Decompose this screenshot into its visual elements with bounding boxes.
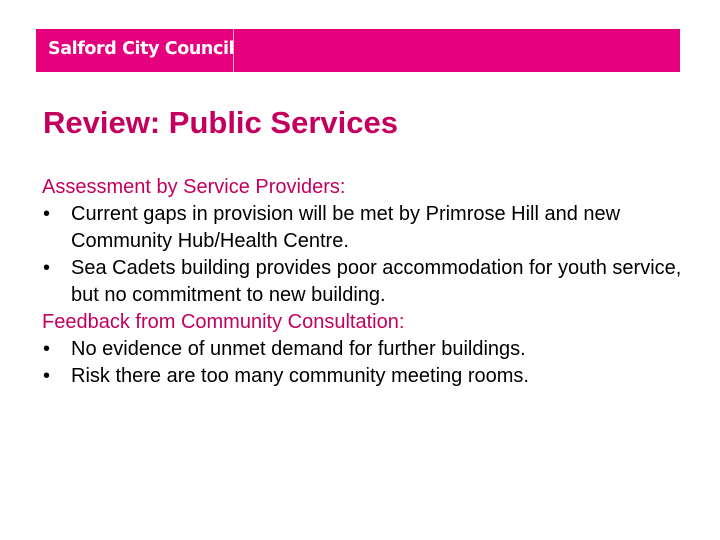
section-heading: Feedback from Community Consultation: — [42, 311, 405, 333]
list-item — [42, 201, 682, 255]
list-item — [42, 363, 682, 390]
section-service-providers — [42, 174, 682, 309]
section-heading: Assessment by Service Providers: — [42, 176, 346, 198]
bullet-list — [42, 336, 682, 390]
bullet-icon: • — [43, 338, 51, 360]
list-item — [42, 255, 682, 309]
bullet-icon: • — [43, 365, 51, 387]
section-community-consultation — [42, 309, 682, 390]
slide-title: Review: Public Services — [43, 105, 398, 140]
list-item — [42, 336, 682, 363]
bullet-icon: • — [43, 203, 51, 225]
bullet-text: No evidence of unmet demand for further buildings. — [71, 338, 526, 360]
bullet-text: Sea Cadets building provides poor accommodation for youth service, but no commitment to new building. — [71, 257, 682, 306]
header-bar — [36, 29, 680, 72]
organisation-name: Salford City Council — [48, 39, 235, 59]
bullet-icon: • — [43, 257, 51, 279]
slide-content — [42, 174, 682, 390]
bullet-text: Risk there are too many community meeting rooms. — [71, 365, 529, 387]
council-logo — [36, 29, 234, 72]
bullet-list — [42, 201, 682, 309]
bullet-text: Current gaps in provision will be met by Primrose Hill and new Community Hub/Health Centre. — [71, 203, 621, 252]
